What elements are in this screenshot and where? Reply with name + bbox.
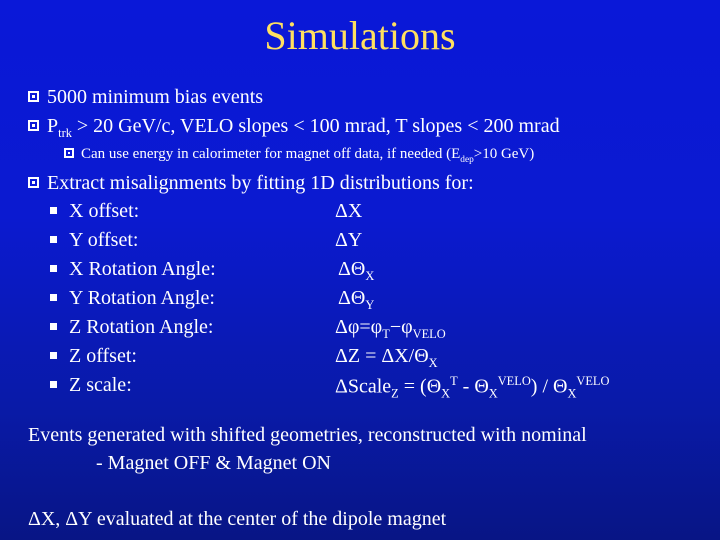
- param-row-z-offset: [50, 345, 438, 370]
- param-label: X offset:: [69, 200, 140, 222]
- param-formula: $\Delta\Theta_X$: [338, 258, 375, 283]
- param-formula: $\Delta Z = \Delta X/\Theta_X$: [335, 345, 438, 370]
- slide-title: Simulations: [264, 13, 456, 58]
- footer-line-1: Events generated with shifted geometries, reconstructed with nominal: [28, 424, 587, 446]
- param-row-y-rotation: [50, 287, 375, 312]
- checkbox-bullet-icon: [64, 148, 74, 158]
- bullet-text: P: [47, 115, 59, 137]
- square-bullet-icon: [50, 352, 57, 359]
- footer-line-3: ΔX, ΔY evaluated at the center of the dipole magnet: [28, 508, 447, 530]
- square-bullet-icon: [50, 207, 57, 214]
- bullet-text: 5000 minimum bias events: [47, 86, 264, 108]
- subscript-trk: trk: [58, 126, 72, 140]
- bullet-events: [28, 86, 263, 109]
- param-label: Z offset:: [69, 345, 137, 367]
- param-formula: $\Delta\Theta_Y$: [338, 287, 375, 312]
- footer-line-2: - Magnet OFF & Magnet ON: [96, 452, 331, 474]
- bullet-text: Extract misalignments by fitting 1D distributions for:: [47, 172, 474, 194]
- bullet-extract: [28, 172, 474, 195]
- param-row-x-rotation: [50, 258, 375, 283]
- checkbox-bullet-icon: [28, 177, 39, 188]
- bullet-text-cont: >10 GeV): [473, 146, 535, 162]
- square-bullet-icon: [50, 236, 57, 243]
- bullet-text-cont: > 20 GeV/c, VELO slopes < 100 mrad, T slopes < 200 mrad: [71, 115, 560, 137]
- bullet-cuts: [28, 115, 560, 141]
- subscript-dep: dep: [460, 155, 474, 165]
- square-bullet-icon: [50, 323, 57, 330]
- checkbox-bullet-icon: [28, 120, 39, 131]
- param-label: Z scale:: [69, 374, 132, 396]
- param-row-z-rotation: [50, 316, 446, 341]
- checkbox-bullet-icon: [28, 91, 39, 102]
- param-formula: ΔX: [335, 200, 363, 222]
- param-formula: ΔY: [335, 229, 363, 251]
- sub-bullet-calorimeter: [64, 146, 534, 165]
- param-label: Z Rotation Angle:: [69, 316, 214, 338]
- param-row-x-offset: [50, 200, 363, 223]
- param-label: Y Rotation Angle:: [69, 287, 215, 309]
- param-label: X Rotation Angle:: [69, 258, 216, 280]
- param-row-y-offset: [50, 229, 363, 252]
- square-bullet-icon: [50, 294, 57, 301]
- param-row-z-scale: [50, 374, 610, 401]
- bullet-text: Can use energy in calorimeter for magnet off data, if needed (E: [81, 146, 461, 162]
- param-formula: ΔScale$_Z$ = $(\Theta_X^T - \Theta_X^{VELO}) / \Theta_X^{VELO}$: [335, 374, 610, 401]
- square-bullet-icon: [50, 265, 57, 272]
- param-formula: $\Delta\varphi=\varphi_T-\varphi_{VELO}$: [335, 316, 446, 341]
- square-bullet-icon: [50, 381, 57, 388]
- param-label: Y offset:: [69, 229, 139, 251]
